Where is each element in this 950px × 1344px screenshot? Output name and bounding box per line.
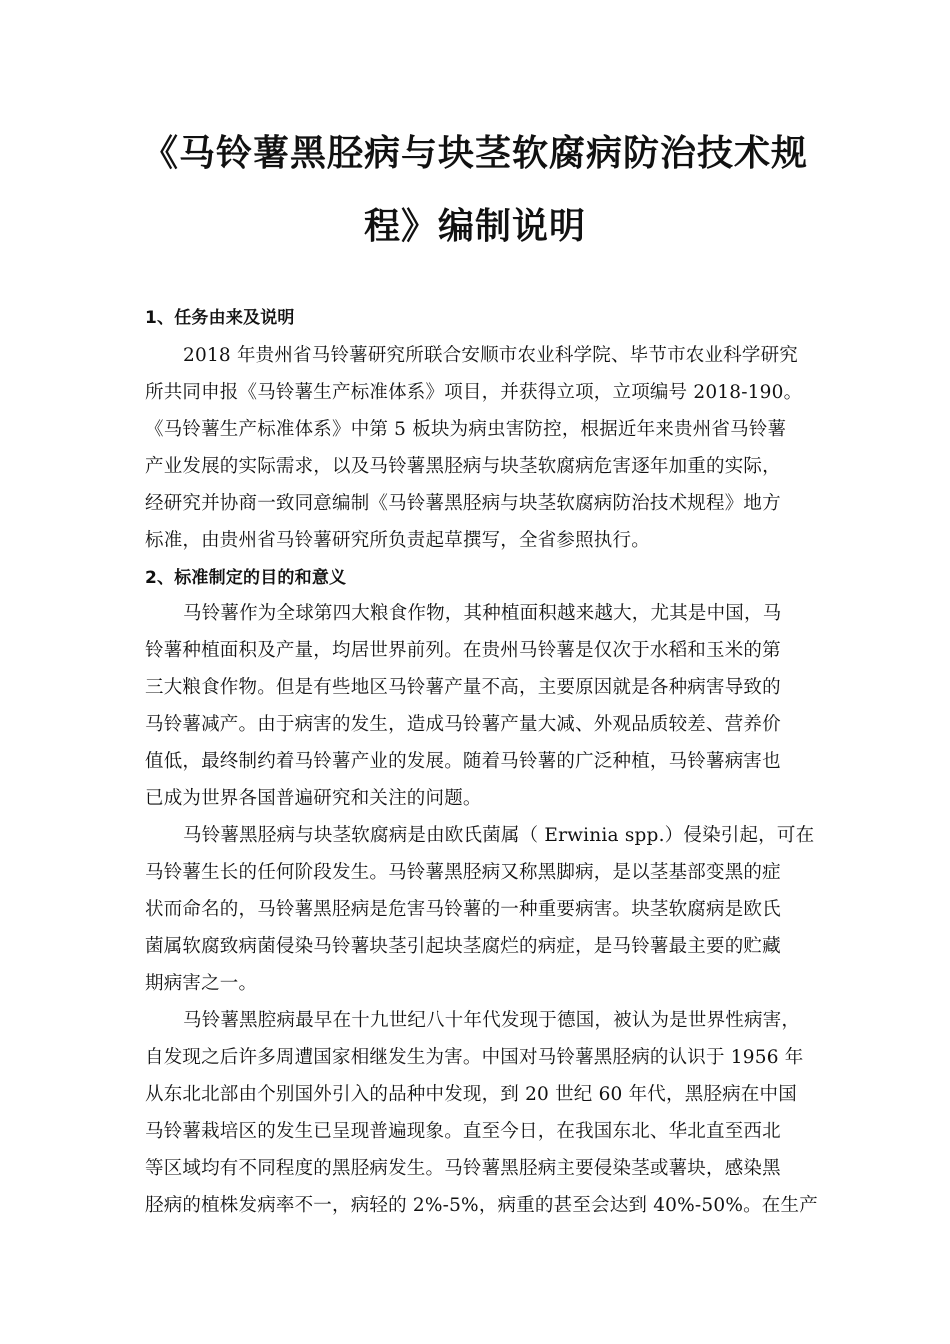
section-1-heading: 1、任务由来及说明 [145,308,295,328]
document-title-line-1: 《马铃薯黑胫病与块茎软腐病防治技术规 [141,132,808,174]
paragraph-line: 值低，最终制约着马铃薯产业的发展。随着马铃薯的广泛种植，马铃薯病害也 [145,751,781,772]
paragraph-line: 经研究并协商一致同意编制《马铃薯黑胫病与块茎软腐病防治技术规程》地方 [145,493,781,514]
paragraph-line: 胫病的植株发病率不一，病轻的 2%-5%，病重的甚至会达到 40%-50%。在生产 [145,1195,818,1216]
paragraph-line: 马铃薯生长的任何阶段发生。马铃薯黑胫病又称黑脚病，是以茎基部变黑的症 [145,862,781,883]
paragraph-line: 《马铃薯生产标准体系》中第 5 板块为病虫害防控，根据近年来贵州省马铃薯 [145,419,787,440]
paragraph-line: 马铃薯黑胫病与块茎软腐病是由欧氏菌属（ Erwinia spp.）侵染引起，可在 [183,825,815,846]
paragraph-line: 产业发展的实际需求，以及马铃薯黑胫病与块茎软腐病危害逐年加重的实际， [145,456,781,477]
paragraph-line: 从东北北部由个别国外引入的品种中发现，到 20 世纪 60 年代，黑胫病在中国 [145,1084,797,1105]
paragraph-line: 2018 年贵州省马铃薯研究所联合安顺市农业科学院、毕节市农业科学研究 [183,345,798,366]
paragraph-line: 已成为世界各国普遍研究和关注的问题。 [145,788,482,809]
paragraph-line: 菌属软腐致病菌侵染马铃薯块茎引起块茎腐烂的病症，是马铃薯最主要的贮藏 [145,936,781,957]
paragraph-line: 铃薯种植面积及产量，均居世界前列。在贵州马铃薯是仅次于水稻和玉米的第 [145,640,781,661]
paragraph-line: 马铃薯黑腔病最早在十九世纪八十年代发现于德国，被认为是世界性病害， [183,1010,801,1031]
document-title-line-2: 程》编制说明 [363,205,586,247]
paragraph-line: 马铃薯栽培区的发生已呈现普遍现象。直至今日，在我国东北、华北直至西北 [145,1121,781,1142]
paragraph-line: 标准，由贵州省马铃薯研究所负责起草撰写，全省参照执行。 [145,530,650,551]
paragraph-line: 所共同申报《马铃薯生产标准体系》项目，并获得立项，立项编号 2018-190。 [145,382,803,403]
paragraph-line: 马铃薯减产。由于病害的发生，造成马铃薯产量大减、外观品质较差、营养价 [145,714,781,735]
paragraph-line: 自发现之后许多周遭国家相继发生为害。中国对马铃薯黑胫病的认识于 1956 年 [145,1047,804,1068]
paragraph-line: 状而命名的，马铃薯黑胫病是危害马铃薯的一种重要病害。块茎软腐病是欧氏 [145,899,781,920]
section-2-heading: 2、标准制定的目的和意义 [145,568,347,588]
paragraph-line: 等区域均有不同程度的黑胫病发生。马铃薯黑胫病主要侵染茎或薯块，感染黑 [145,1158,781,1179]
paragraph-line: 期病害之一。 [145,973,258,994]
paragraph-line: 马铃薯作为全球第四大粮食作物，其种植面积越来越大，尤其是中国，马 [183,603,782,624]
paragraph-line: 三大粮食作物。但是有些地区马铃薯产量不高，主要原因就是各种病害导致的 [145,677,781,698]
